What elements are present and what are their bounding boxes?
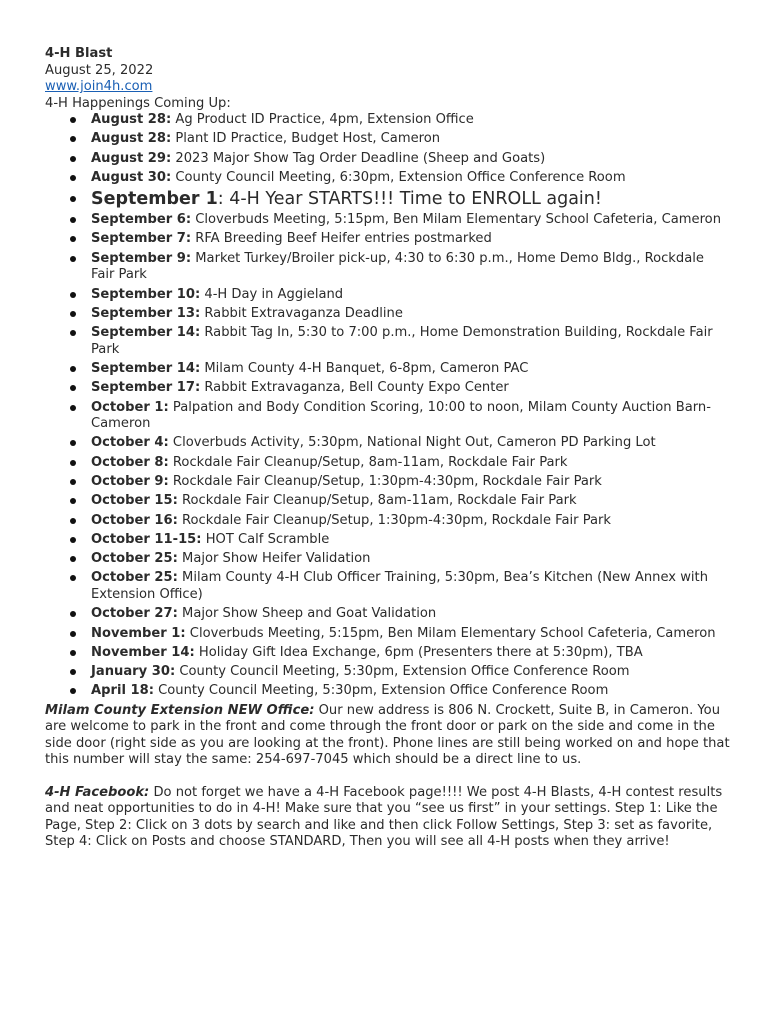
facebook-paragraph <box>45 785 730 851</box>
event-item: October 11-15: HOT Calf Scramble <box>91 532 730 549</box>
event-item: October 4: Cloverbuds Activity, 5:30pm, National Night Out, Cameron PD Parking Lot <box>91 435 730 452</box>
event-item: January 30: County Council Meeting, 5:30pm, Extension Office Conference Room <box>91 664 730 681</box>
event-item: August 28: Ag Product ID Practice, 4pm, Extension Office <box>91 112 730 129</box>
event-item: April 18: County Council Meeting, 5:30pm, Extension Office Conference Room <box>91 683 730 700</box>
happenings-intro: 4-H Happenings Coming Up: <box>45 95 231 111</box>
event-item: November 14: Holiday Gift Idea Exchange, 6pm (Presenters there at 5:30pm), TBA <box>91 645 730 662</box>
event-item: September 13: Rabbit Extravaganza Deadline <box>91 306 730 323</box>
event-item: October 1: Palpation and Body Condition Scoring, 10:00 to noon, Milam County Auction Barn- Cameron <box>91 400 730 433</box>
event-item: October 27: Major Show Sheep and Goat Validation <box>91 606 730 623</box>
event-item: September 17: Rabbit Extravaganza, Bell County Expo Center <box>91 380 730 397</box>
event-item: August 30: County Council Meeting, 6:30pm, Extension Office Conference Room <box>91 170 730 187</box>
join4h-link[interactable]: www.join4h.com <box>45 79 153 94</box>
office-body: Our new address is 806 N. Crockett, Suite B, in Cameron. You are welcome to park in the front and come through the front door or park on the side and come in the side door (right side as you are looking at the front). Phone lines are still being worked on and hope that this number will stay the same: 254-697-7045 which should be a direct line to us. <box>45 702 730 768</box>
event-item: August 29: 2023 Major Show Tag Order Deadline (Sheep and Goats) <box>91 151 730 168</box>
event-item: September 14: Milam County 4-H Banquet, 6-8pm, Cameron PAC <box>91 361 730 378</box>
event-item: September 10: 4-H Day in Aggieland <box>91 287 730 304</box>
event-item: October 25: Major Show Heifer Validation <box>91 551 730 568</box>
document-title: 4-H Blast <box>45 46 113 61</box>
event-item: October 8: Rockdale Fair Cleanup/Setup, 8am-11am, Rockdale Fair Park <box>91 455 730 472</box>
event-item: August 28: Plant ID Practice, Budget Host, Cameron <box>91 131 730 148</box>
event-item: September 14: Rabbit Tag In, 5:30 to 7:00 p.m., Home Demonstration Building, Rockdale Fair Park <box>91 325 730 358</box>
event-item: September 6: Cloverbuds Meeting, 5:15pm, Ben Milam Elementary School Cafeteria, Cameron <box>91 212 730 229</box>
event-item: October 9: Rockdale Fair Cleanup/Setup, 1:30pm-4:30pm, Rockdale Fair Park <box>91 474 730 491</box>
event-item: October 16: Rockdale Fair Cleanup/Setup, 1:30pm-4:30pm, Rockdale Fair Park <box>91 513 730 530</box>
event-item: October 15: Rockdale Fair Cleanup/Setup, 8am-11am, Rockdale Fair Park <box>91 493 730 510</box>
event-item-highlight: September 1: 4-H Year STARTS!!! Time to ENROLL again! <box>91 189 730 209</box>
event-item: September 7: RFA Breeding Beef Heifer entries postmarked <box>91 231 730 248</box>
document-date: August 25, 2022 <box>45 62 154 78</box>
office-paragraph <box>45 703 730 769</box>
event-item: October 25: Milam County 4-H Club Officer Training, 5:30pm, Bea’s Kitchen (New Annex with Extension Office) <box>91 570 730 603</box>
event-item: September 9: Market Turkey/Broiler pick-up, 4:30 to 6:30 p.m., Home Demo Bldg., Rockdale Fair Park <box>91 251 730 284</box>
event-item: November 1: Cloverbuds Meeting, 5:15pm, Ben Milam Elementary School Cafeteria, Cameron <box>91 626 730 643</box>
office-heading: Milam County Extension NEW Office: <box>45 702 315 718</box>
facebook-heading: 4-H Facebook: <box>45 784 150 800</box>
events-list <box>45 112 730 700</box>
facebook-body: Do not forget we have a 4-H Facebook page!!!! We post 4-H Blasts, 4-H contest results and neat opportunities to do in 4-H! Make sure that you “see us first” in your settings. Step 1: Like the Page, Step 2: Click on 3 dots by search and like and then click Follow Settings, Step 3: set as favorite, Step 4: Click on Posts and choose STANDARD, Then you will see all 4-H posts when they arrive! <box>45 784 723 850</box>
